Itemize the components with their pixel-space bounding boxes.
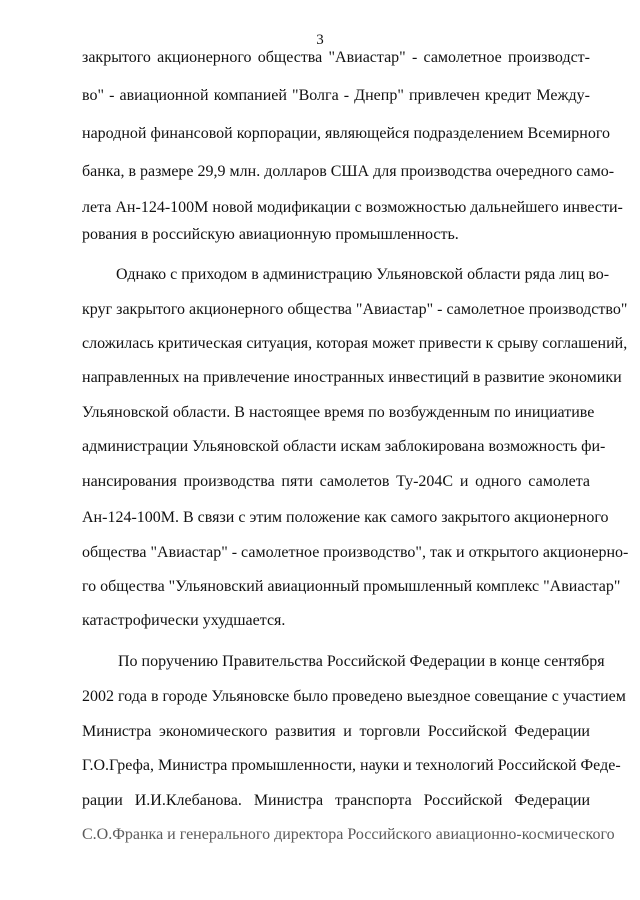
text-line: го общества "Ульяновский авиационный промышленный комплекс "Авиастар" <box>82 578 621 595</box>
text-line: закрытого акционерного общества "Авиастар" - самолетное производст- <box>82 49 590 66</box>
paragraph-first-line: По поручению Правительства Российской Федерации в конце сентября <box>118 653 605 670</box>
text-line: Ан-124-100М. В связи с этим положение как самого закрытого акционерного <box>82 509 609 526</box>
text-line: банка, в размере 29,9 млн. долларов США для производства очередного само- <box>82 163 615 180</box>
text-line: администрации Ульяновской области искам заблокирована возможность фи- <box>82 438 606 455</box>
text-line: народной финансовой корпорации, являющейся подразделением Всемирного <box>82 125 611 142</box>
text-line: Ульяновской области. В настоящее время по возбужденным по инициативе <box>82 404 595 421</box>
text-line: 2002 года в городе Ульяновске было проведено выездное совещание с участием <box>82 688 626 705</box>
text-line: Г.О.Грефа, Министра промышленности, науки и технологий Российской Феде- <box>82 757 621 774</box>
text-line: катастрофически ухудшается. <box>82 612 286 629</box>
text-line: круг закрытого акционерного общества "Авиастар" - самолетное производство" <box>82 301 628 318</box>
text-line: Министра экономического развития и торговли Российской Федерации <box>82 723 590 740</box>
text-line: С.О.Франка и генерального директора Российского авиационно-космического <box>82 826 615 843</box>
text-line: рования в российскую авиационную промышленность. <box>82 226 459 243</box>
text-line: направленных на привлечение иностранных инвестиций в развитие экономики <box>82 369 622 386</box>
paragraph-first-line: Однако с приходом в администрацию Ульяновской области ряда лиц во- <box>116 266 610 283</box>
text-line: сложилась критическая ситуация, которая может привести к срыву соглашений, <box>82 335 628 352</box>
text-line: во" - авиационной компанией "Волга - Днепр" привлечен кредит Между- <box>82 87 590 104</box>
text-line: рации И.И.Клебанова. Министра транспорта Российской Федерации <box>82 792 590 809</box>
page-number: 3 <box>316 32 324 48</box>
text-line: лета Ан-124-100М новой модификации с возможностью дальнейшего инвести- <box>82 199 623 216</box>
text-line: нансирования производства пяти самолетов Ту-204С и одного самолета <box>82 473 590 490</box>
text-line: общества "Авиастар" - самолетное производство", так и открытого акционерно- <box>82 544 629 561</box>
